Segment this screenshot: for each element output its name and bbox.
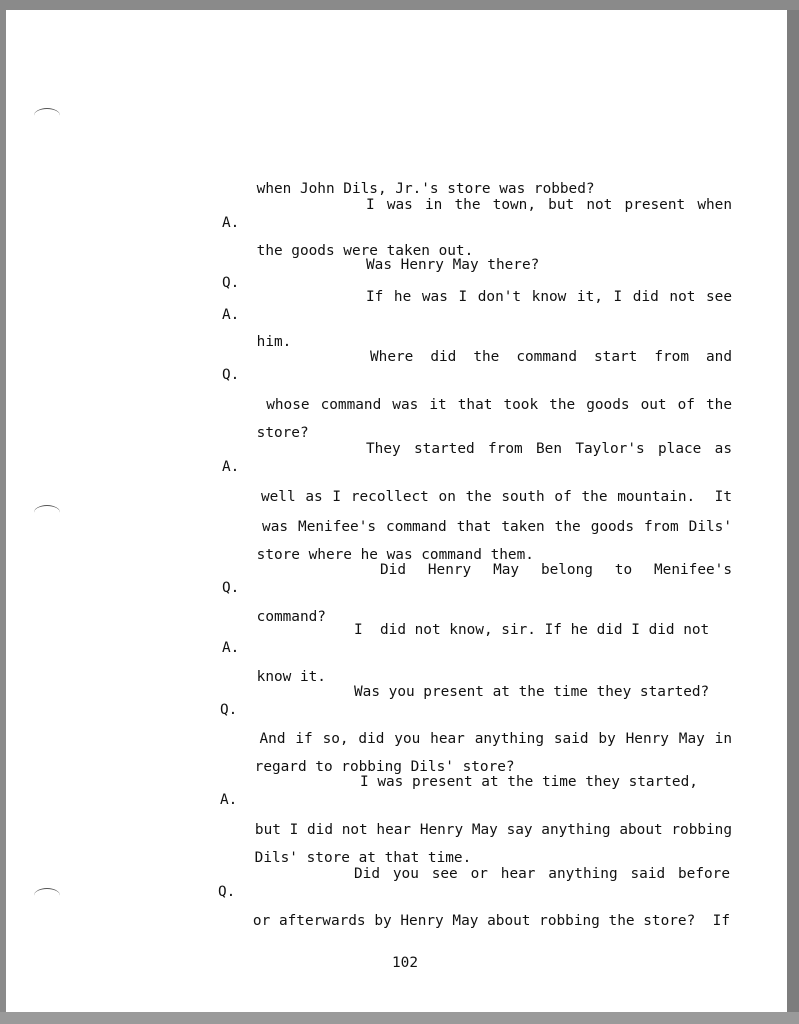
- document-page: [6, 10, 787, 1012]
- speaker-label: A.: [222, 307, 240, 323]
- speaker-label: A.: [222, 459, 240, 475]
- speaker-label: Q.: [222, 275, 240, 291]
- speaker-label: A.: [220, 792, 238, 808]
- speaker-label: Q.: [220, 702, 238, 718]
- scanner-edge-right: [787, 10, 799, 1012]
- line-text: I did not know, sir. If he did I did not: [354, 622, 710, 638]
- line-text: whose command was it that took the goods out of the: [266, 397, 733, 413]
- page-number: 102: [392, 955, 418, 971]
- line-text: They started from Ben Taylor's place as: [366, 441, 732, 457]
- line-text: Was Henry May there?: [366, 257, 540, 273]
- punch-hole-mark: [34, 108, 60, 123]
- transcript-line: [218, 894, 730, 948]
- speaker-label: A.: [222, 640, 240, 656]
- line-text: Did Henry May belong to Menifee's: [380, 562, 732, 578]
- line-text: And if so, did you hear anything said by Henry May in: [259, 731, 733, 747]
- line-text: was Menifee's command that taken the goods from Dils': [262, 519, 733, 535]
- line-text: command?: [256, 609, 326, 625]
- line-text: I was in the town, but not present when: [366, 197, 732, 213]
- scanner-edge-bottom: [0, 1012, 799, 1024]
- line-text: the goods were taken out.: [256, 243, 474, 259]
- line-text: store?: [256, 425, 309, 441]
- line-text: well as I recollect on the south of the mountain. It: [260, 489, 733, 505]
- line-text: know it.: [256, 669, 326, 685]
- line-text: store where he was command them.: [256, 547, 534, 563]
- line-text: him.: [256, 334, 292, 350]
- line-text: Did you see or hear anything said before: [354, 866, 730, 882]
- line-text: but I did not hear Henry May say anything about robbing: [254, 822, 733, 838]
- line-text: regard to robbing Dils' store?: [254, 759, 515, 775]
- speaker-label: Q.: [222, 367, 240, 383]
- speaker-label: A.: [222, 215, 240, 231]
- line-text: If he was I don't know it, I did not see: [366, 289, 732, 305]
- line-text: I was present at the time they started,: [360, 774, 698, 790]
- line-text: Where did the command start from and: [370, 349, 732, 365]
- punch-hole-mark: [34, 505, 60, 520]
- speaker-label: Q.: [218, 884, 236, 900]
- line-text: or afterwards by Henry May about robbing the store? If: [252, 913, 731, 929]
- speaker-label: Q.: [222, 580, 240, 596]
- line-text: Dils' store at that time.: [254, 850, 472, 866]
- line-text: when John Dils, Jr.'s store was robbed?: [256, 181, 595, 197]
- punch-hole-mark: [34, 888, 60, 903]
- line-text: Was you present at the time they started?: [354, 684, 710, 700]
